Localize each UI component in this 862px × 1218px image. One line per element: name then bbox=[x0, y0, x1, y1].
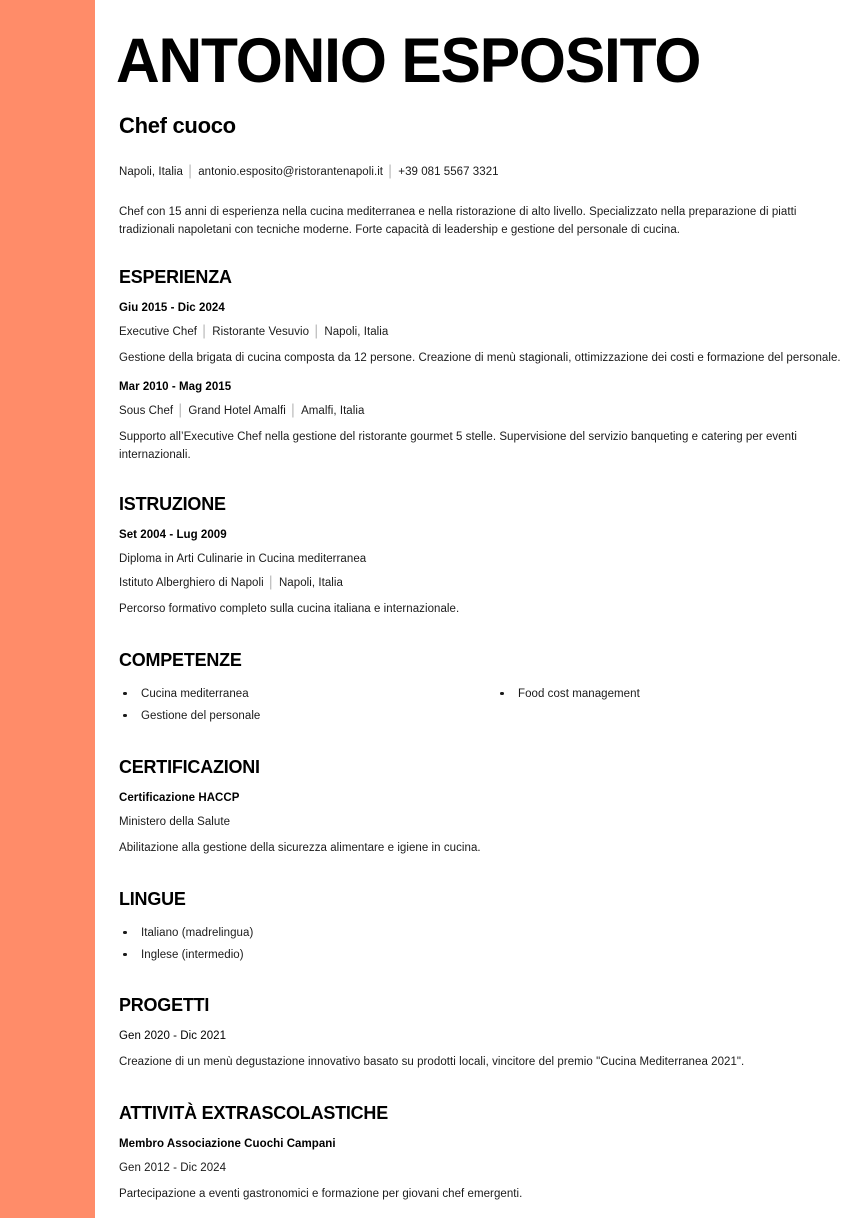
education-school: Istituto Alberghiero di Napoli bbox=[119, 577, 264, 590]
languages-list bbox=[119, 924, 843, 964]
project-entry bbox=[119, 1030, 843, 1072]
experience-description: Gestione della brigata di cucina composta da 12 persone. Creazione di menù stagionali, ottimizzazione dei costi e formazione del personale. bbox=[119, 351, 841, 364]
skill-item: Food cost management bbox=[496, 685, 843, 704]
skills-column-left bbox=[119, 685, 496, 728]
experience-role: Sous Chef bbox=[119, 405, 174, 418]
certification-name: Certificazione HACCP bbox=[119, 792, 240, 805]
separator-icon: │ bbox=[267, 577, 275, 590]
separator-icon: │ bbox=[186, 166, 195, 178]
section-education bbox=[119, 493, 843, 619]
section-title-languages: LINGUE bbox=[119, 887, 186, 909]
extracurricular-name: Membro Associazione Cuochi Campani bbox=[119, 1138, 336, 1150]
experience-company: Grand Hotel Amalfi bbox=[188, 405, 286, 418]
skill-item: Gestione del personale bbox=[119, 707, 496, 726]
section-experience bbox=[119, 266, 843, 465]
professional-summary: Chef con 15 anni di esperienza nella cucina mediterranea e nella ristorazione di alto livello. Specializzato nella preparazione di piatti tradizionali napoletani con tecniche moderne. Forte capacità di leadership e gestione del personale di cucina. bbox=[119, 206, 797, 236]
separator-icon: │ bbox=[177, 405, 185, 418]
language-item: Italiano (madrelingua) bbox=[119, 924, 843, 943]
section-title-skills: COMPETENZE bbox=[119, 648, 242, 670]
skill-item: Cucina mediterranea bbox=[119, 685, 496, 704]
section-skills bbox=[119, 649, 843, 728]
candidate-name: ANTONIO ESPOSITO bbox=[116, 26, 701, 96]
extracurricular-entry bbox=[119, 1138, 843, 1204]
contact-line bbox=[119, 166, 843, 178]
section-certifications bbox=[119, 756, 843, 858]
section-title-certifications: CERTIFICAZIONI bbox=[119, 756, 260, 778]
certification-issuer: Ministero della Salute bbox=[119, 816, 231, 829]
separator-icon: │ bbox=[387, 166, 395, 178]
separator-icon: │ bbox=[313, 325, 321, 338]
experience-entry bbox=[119, 302, 843, 368]
language-item: Inglese (intermedio) bbox=[119, 946, 843, 965]
certification-entry bbox=[119, 792, 843, 858]
experience-location: Napoli, Italia bbox=[324, 325, 389, 338]
separator-icon: │ bbox=[201, 325, 209, 338]
education-degree: Diploma in Arti Culinarie in Cucina mediterranea bbox=[119, 553, 367, 566]
education-date: Set 2004 - Lug 2009 bbox=[119, 529, 227, 542]
project-date: Gen 2020 - Dic 2021 bbox=[119, 1030, 227, 1043]
contact-email[interactable]: antonio.esposito@ristorantenapoli.it bbox=[198, 166, 384, 178]
section-extracurricular bbox=[119, 1102, 843, 1204]
experience-date: Mar 2010 - Mag 2015 bbox=[119, 381, 232, 394]
project-description: Creazione di un menù degustazione innovativo basato su prodotti locali, vincitore del premio "Cucina Mediterranea 2021". bbox=[119, 1056, 745, 1069]
education-description: Percorso formativo completo sulla cucina italiana e internazionale. bbox=[119, 603, 460, 616]
section-title-projects: PROGETTI bbox=[119, 994, 210, 1016]
candidate-job-title: Chef cuoco bbox=[119, 113, 236, 138]
resume-header bbox=[116, 26, 843, 240]
education-school-line bbox=[119, 577, 843, 589]
experience-role-line bbox=[119, 326, 843, 338]
contact-location: Napoli, Italia bbox=[119, 166, 183, 178]
experience-description: Supporto all’Executive Chef nella gestione del ristorante gourmet 5 stelle. Supervisione del servizio banqueting e catering per eventi internazionali. bbox=[119, 431, 797, 462]
experience-date: Giu 2015 - Dic 2024 bbox=[119, 301, 225, 314]
experience-company: Ristorante Vesuvio bbox=[212, 325, 310, 338]
extracurricular-date: Gen 2012 - Dic 2024 bbox=[119, 1162, 227, 1174]
resume-content bbox=[116, 0, 843, 1204]
education-location: Napoli, Italia bbox=[278, 577, 343, 590]
accent-sidebar-bar bbox=[0, 0, 95, 1218]
education-entry bbox=[119, 529, 843, 619]
experience-location: Amalfi, Italia bbox=[301, 405, 365, 418]
section-languages bbox=[119, 888, 843, 964]
section-projects bbox=[119, 994, 843, 1072]
certification-description: Abilitazione alla gestione della sicurezza alimentare e igiene in cucina. bbox=[119, 842, 481, 855]
experience-role: Executive Chef bbox=[119, 325, 198, 338]
skills-column-right bbox=[496, 685, 843, 728]
skills-grid bbox=[119, 685, 843, 728]
section-title-experience: ESPERIENZA bbox=[119, 265, 232, 287]
section-title-education: ISTRUZIONE bbox=[119, 493, 226, 515]
separator-icon: │ bbox=[289, 405, 298, 418]
section-title-extracurricular: ATTIVITÀ EXTRASCOLASTICHE bbox=[119, 1102, 388, 1123]
contact-phone: +39 081 5567 3321 bbox=[398, 166, 499, 178]
experience-entry bbox=[119, 381, 843, 465]
experience-role-line bbox=[119, 405, 843, 417]
extracurricular-description: Partecipazione a eventi gastronomici e formazione per giovani chef emergenti. bbox=[119, 1188, 523, 1200]
